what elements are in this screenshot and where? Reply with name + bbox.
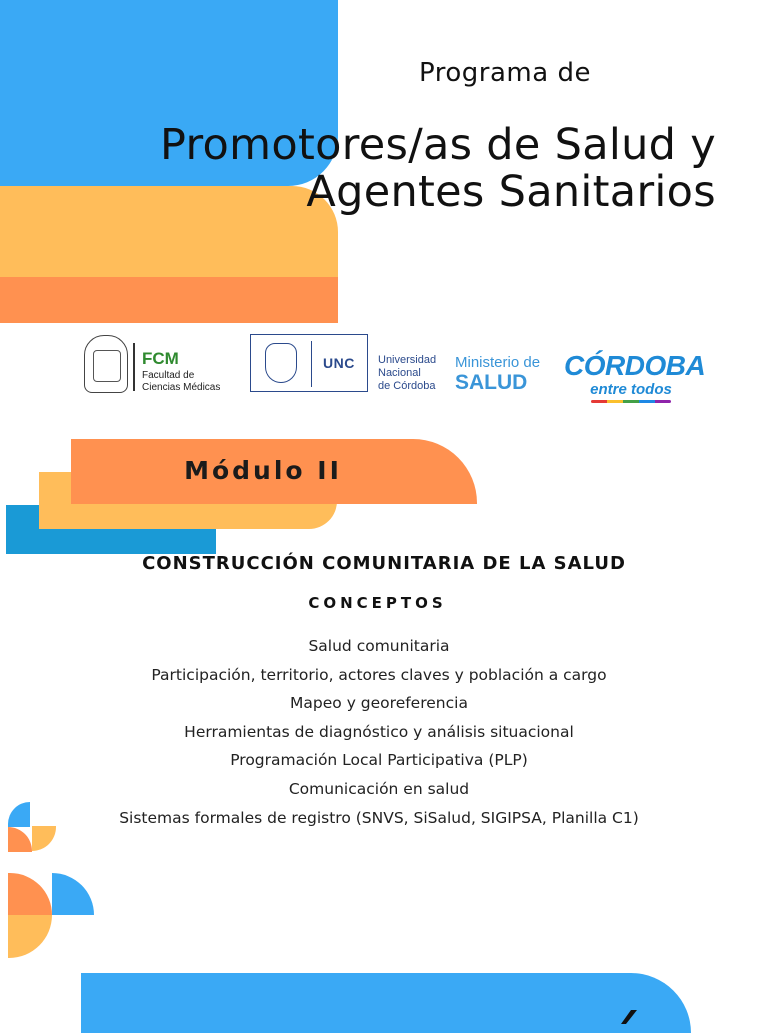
cordoba-color-bar: [591, 400, 671, 403]
unc-full-name: Universidad Nacional de Córdoba: [378, 354, 437, 392]
decor-piece: [8, 873, 52, 915]
unc-shield-icon: [265, 343, 297, 383]
fcm-seal-icon: [84, 335, 128, 393]
cordoba-logo: CÓRDOBA entre todos: [564, 350, 698, 410]
unc-acronym: UNC: [323, 355, 355, 371]
concept-item: Comunicación en salud: [288, 779, 470, 798]
concepts-list: [0, 632, 758, 832]
accent-mark-icon: [617, 1010, 637, 1024]
decor-piece: [52, 873, 94, 915]
decor-bottom-blue: [81, 973, 691, 1033]
decor-piece: [8, 915, 52, 958]
section-title: CONSTRUCCIÓN COMUNITARIA DE LA SALUD: [142, 553, 626, 574]
program-title-line2: Agentes Sanitarios: [306, 167, 716, 217]
program-subtitle: Programa de: [419, 58, 591, 88]
module-label: Módulo II: [184, 456, 342, 485]
ministerio-salud-logo: Ministerio de SALUD: [455, 354, 541, 394]
concept-item: Herramientas de diagnóstico y análisis situacional: [184, 722, 574, 741]
concept-item: Participación, territorio, actores claves y población a cargo: [151, 665, 607, 684]
program-title: [76, 122, 716, 216]
fcm-name: FCM: [142, 349, 179, 368]
decor-orange-top: [0, 277, 338, 323]
fcm-subtitle: Facultad de Ciencias Médicas: [142, 370, 221, 393]
unc-logo: [250, 334, 440, 394]
concept-item: Mapeo y georeferencia: [290, 694, 468, 713]
concepts-heading: CONCEPTOS: [308, 594, 447, 612]
fcm-logo: [84, 333, 224, 395]
concept-item: Sistemas formales de registro (SNVS, SiSalud, SIGIPSA, Planilla C1): [119, 808, 639, 827]
decor-piece: [32, 826, 56, 851]
program-title-line1: Promotores/as de Salud y: [160, 120, 716, 170]
concept-item: Programación Local Participativa (PLP): [230, 751, 528, 770]
concept-item: Salud comunitaria: [308, 637, 450, 655]
